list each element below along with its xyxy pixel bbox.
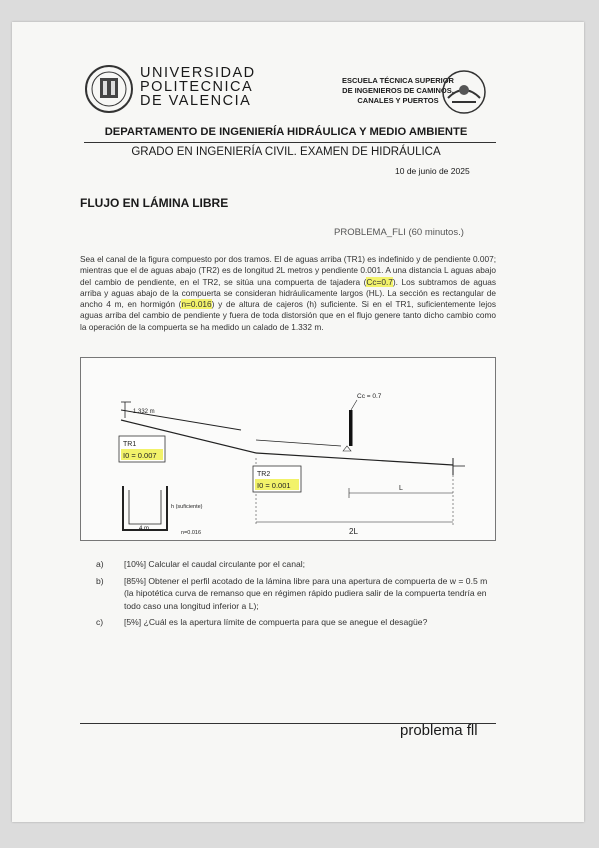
school-name: ESCUELA TÉCNICA SUPERIOR DE INGENIEROS DE CAMINOS, CANALES Y PUERTOS [342,76,454,105]
dim-L-label: L [399,485,403,492]
footer-label: problema fll [400,722,478,739]
tr1-slope-label: I0 = 0.007 [123,451,157,460]
tr2-slope-label: I0 = 0.001 [257,481,291,490]
section-title: FLUJO EN LÁMINA LIBRE [80,196,229,210]
channel-figure [80,357,496,541]
department-title: DEPARTAMENTO DE INGENIERÍA HIDRÁULICA Y MEDIO AMBIENTE [104,126,468,138]
gate-label: Cc = 0.7 [357,393,382,400]
problem-label [334,227,464,238]
university-name: UNIVERSIDAD POLITECNICA DE VALENCIA [140,65,256,109]
channel-bed-tr2 [256,453,453,465]
water-surface-tr2 [256,440,341,446]
sluice-gate [349,410,353,446]
tr1-label: TR1 [123,441,137,448]
width-label: 4 m [139,526,150,532]
divider [84,142,496,143]
school-emblem-icon [440,68,488,116]
dim-2L-label: 2L [349,527,358,536]
gate-leader [351,400,357,410]
exam-date: 10 de junio de 2025 [395,166,470,176]
gate-coefficient-highlight: Cc=0.7 [366,276,393,287]
height-label: h (suficiente) [171,504,203,510]
problem-code: PROBLEMA_FLI [334,227,406,238]
problem-statement: Sea el canal de la figura compuesto por dos tramos. El de aguas arriba (TR1) es indefinido y de pendiente 0.007; mientras que el de aguas abajo (TR2) es de longitud 2L metros y pendiente 0.001. A una distancia L aguas abajo del cambio de pendiente, en el TR2, se sitúa una compuerta de tajadera (Cc=0.7). Los subtramos de aguas arriba y aguas abajo de la compuerta se consideran hidráulicamente largos (HL). La sección es rectangular de ancho 4 m, en hormigón (n=0.016) y de altura de cajeros (h) suficiente. Si en el TR1, suficientemente lejos aguas arriba del cambio de pendiente y fuera de toda distorsión que en el flujo genere tanto dicho cambio como la operación de la compuerta se ha medido un calado de 1.332 m. [80,254,497,332]
channel-cross-section [123,486,167,530]
gate-opening-mark [343,446,351,451]
manning-label: n=0.016 [181,530,202,536]
question-c: c) [5%] ¿Cuál es la apertura límite de compuerta para que se anegue el desagüe? [96,617,428,627]
degree-title: GRADO EN INGENIERÍA CIVIL. EXAMEN DE HIDRÁULICA [131,146,441,158]
depth-label: 1.332 m [133,409,155,415]
upv-crest-icon [84,64,134,114]
question-list [96,558,496,633]
channel-cross-section-inner [129,490,161,524]
question-a: a) [10%] Calcular el caudal circulante por el canal; [96,559,306,569]
manning-highlight: n=0.016 [181,299,212,310]
tr2-label: TR2 [257,471,271,478]
question-b: b) [85%] Obtener el perfil acotado de la lámina libre para una apertura de compuerta de w = 0.5 m (la hipotética curva de remanso que en régimen rápido pudiera salir de la compuerta tendría en todo caso una longitud inferior a L); [96,575,488,611]
problem-time: (60 minutos.) [408,227,464,238]
